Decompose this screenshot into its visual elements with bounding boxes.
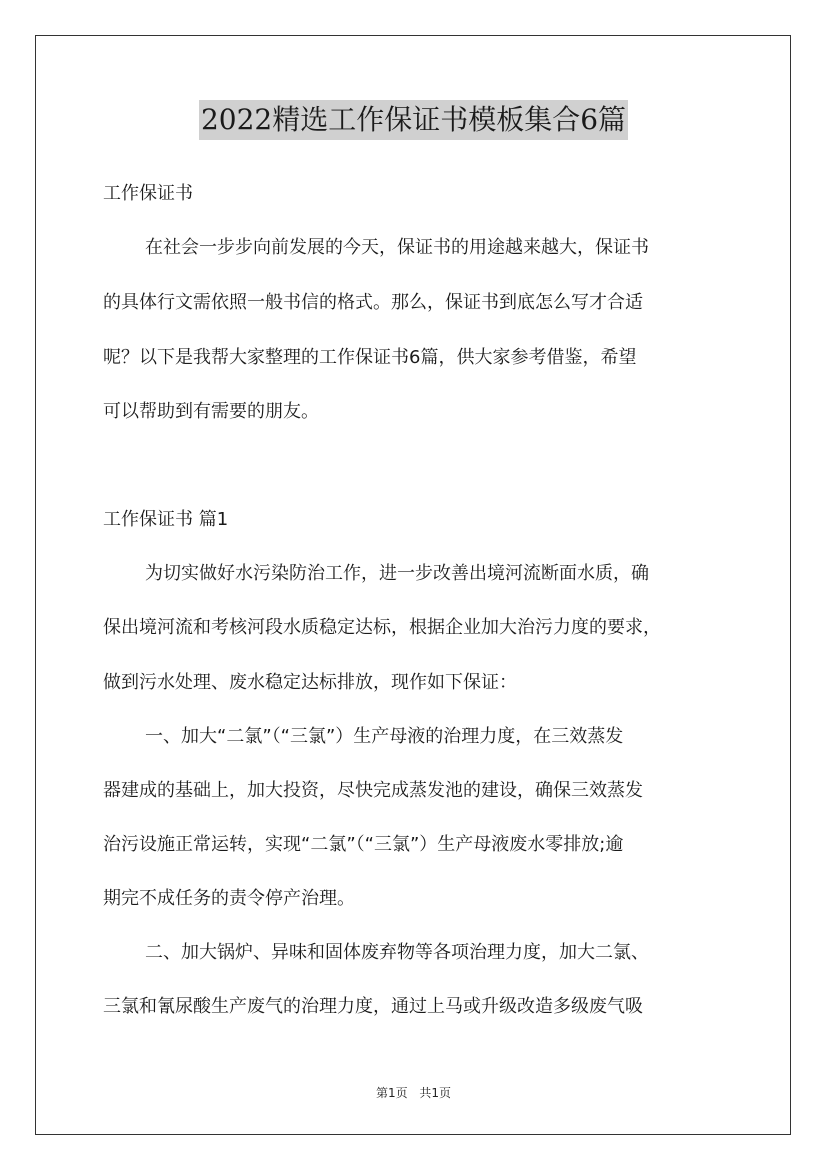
page-total: 共1页 <box>419 1086 452 1100</box>
chapter-line: 期完不成任务的责令停产治理。 <box>103 888 355 909</box>
chapter-line: 治污设施正常运转，实现“二氯”（“三氯”）生产母液废水零排放;逾 <box>103 834 624 855</box>
document-title: 2022精选工作保证书模板集合6篇 <box>199 100 628 140</box>
intro-line: 的具体行文需依照一般书信的格式。那么，保证书到底怎么写才合适 <box>103 292 643 313</box>
title-container <box>0 100 827 140</box>
chapter-line: 三氯和氰尿酸生产废气的治理力度，通过上马或升级改造多级废气吸 <box>103 996 643 1017</box>
page-number: 第1页 <box>375 1086 408 1100</box>
chapter-line: 保出境河流和考核河段水质稳定达标，根据企业加大治污力度的要求， <box>103 617 661 638</box>
page-footer <box>0 1085 827 1101</box>
section-heading: 工作保证书 <box>103 183 193 204</box>
intro-line: 可以帮助到有需要的朋友。 <box>103 401 319 422</box>
chapter-line: 做到污水处理、废水稳定达标排放，现作如下保证： <box>103 672 517 693</box>
chapter-line: 一、加大“二氯”（“三氯”）生产母液的治理力度，在三效蒸发 <box>145 726 624 747</box>
chapter-line: 二、加大锅炉、异味和固体废弃物等各项治理力度，加大二氯、 <box>145 942 649 963</box>
chapter-heading: 工作保证书 篇1 <box>103 509 229 530</box>
intro-line: 在社会一步步向前发展的今天，保证书的用途越来越大，保证书 <box>145 237 649 258</box>
intro-line: 呢？以下是我帮大家整理的工作保证书6篇，供大家参考借鉴，希望 <box>103 347 637 368</box>
chapter-line: 器建成的基础上，加大投资，尽快完成蒸发池的建设，确保三效蒸发 <box>103 780 643 801</box>
chapter-line: 为切实做好水污染防治工作，进一步改善出境河流断面水质，确 <box>145 563 649 584</box>
